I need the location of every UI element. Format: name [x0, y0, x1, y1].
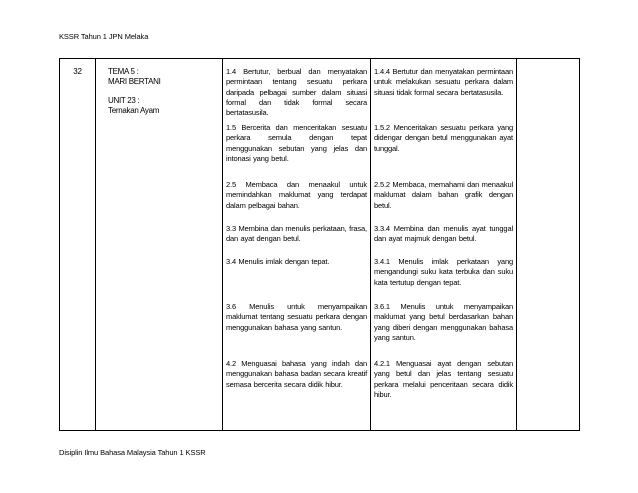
learning-standard-cell: [371, 59, 517, 431]
learning-standard-item: 4.2.1 Menguasai ayat dengan sebutan yang betul dan jelas tentang sesuatu perkara melalui penceritaan secara didik hibur.: [374, 359, 513, 399]
learning-standard-item: 3.3.4 Membina dan menulis ayat tunggal dan ayat majmuk dengan betul.: [374, 224, 513, 244]
content-standard-item: 2.5 Membaca dan menaakul untuk memindahkan maklumat yang terdapat dalam pelbagai bahan.: [226, 180, 367, 210]
unit-title: Ternakan Ayam: [108, 105, 160, 115]
content-standard-item: 3.3 Membina dan menulis perkataan, frasa, dan ayat dengan betul.: [226, 224, 367, 244]
theme-title: MARI BERTANI: [108, 76, 161, 86]
week-number: 32: [73, 67, 82, 76]
page-header: KSSR Tahun 1 JPN Melaka: [59, 32, 149, 41]
content-standard-item: 4.2 Menguasai bahasa yang indah dan menggunakan bahasa badan secara kreatif semasa bercerita secara didik hibur.: [226, 359, 367, 389]
learning-standard-item: 3.4.1 Menulis imlak perkataan yang mengandungi suku kata terbuka dan suku kata tertutup dengan tepat.: [374, 257, 513, 287]
learning-standard-item: 1.4.4 Bertutur dan menyatakan permintaan untuk melakukan sesuatu perkara dalam situasi tidak formal secara bertatasusila.: [374, 67, 513, 97]
syllabus-table: [59, 58, 580, 431]
notes-cell: [517, 59, 580, 431]
content-standard-item: 1.5 Bercerita dan menceritakan sesuatu perkara semula dengan tepat menggunakan sebutan yang jelas dan intonasi yang betul.: [226, 123, 367, 163]
theme-cell: [96, 59, 223, 431]
content-standard-item: 3.6 Menulis untuk menyampaikan maklumat tentang sesuatu perkara dengan menggunakan bahasa yang santun.: [226, 302, 367, 332]
learning-standard-item: 2.5.2 Membaca, memahami dan menaakul maklumat dalam bahan grafik dengan betul.: [374, 180, 513, 210]
page-footer: Disiplin Ilmu Bahasa Malaysia Tahun 1 KSSR: [59, 448, 206, 457]
content-standard-item: 3.4 Menulis imlak dengan tepat.: [226, 257, 330, 266]
content-standard-item: 1.4 Bertutur, berbual dan menyatakan permintaan tentang sesuatu perkara daripada pelbagai sumber dalam situasi formal dan tidak formal secara bertatasusila.: [226, 67, 367, 118]
learning-standard-item: 1.5.2 Menceritakan sesuatu perkara yang didengar dengan betul menggunakan ayat tunggal.: [374, 123, 513, 153]
week-cell: [60, 59, 96, 431]
content-standard-cell: [223, 59, 371, 431]
unit-label: UNIT 23 :: [108, 96, 140, 105]
table-row: [60, 59, 580, 431]
learning-standard-item: 3.6.1 Menulis untuk menyampaikan maklumat yang betul berdasarkan bahan yang diberi dengan menggunakan bahasa yang santun.: [374, 302, 513, 342]
theme-label: TEMA 5 :: [108, 67, 139, 76]
